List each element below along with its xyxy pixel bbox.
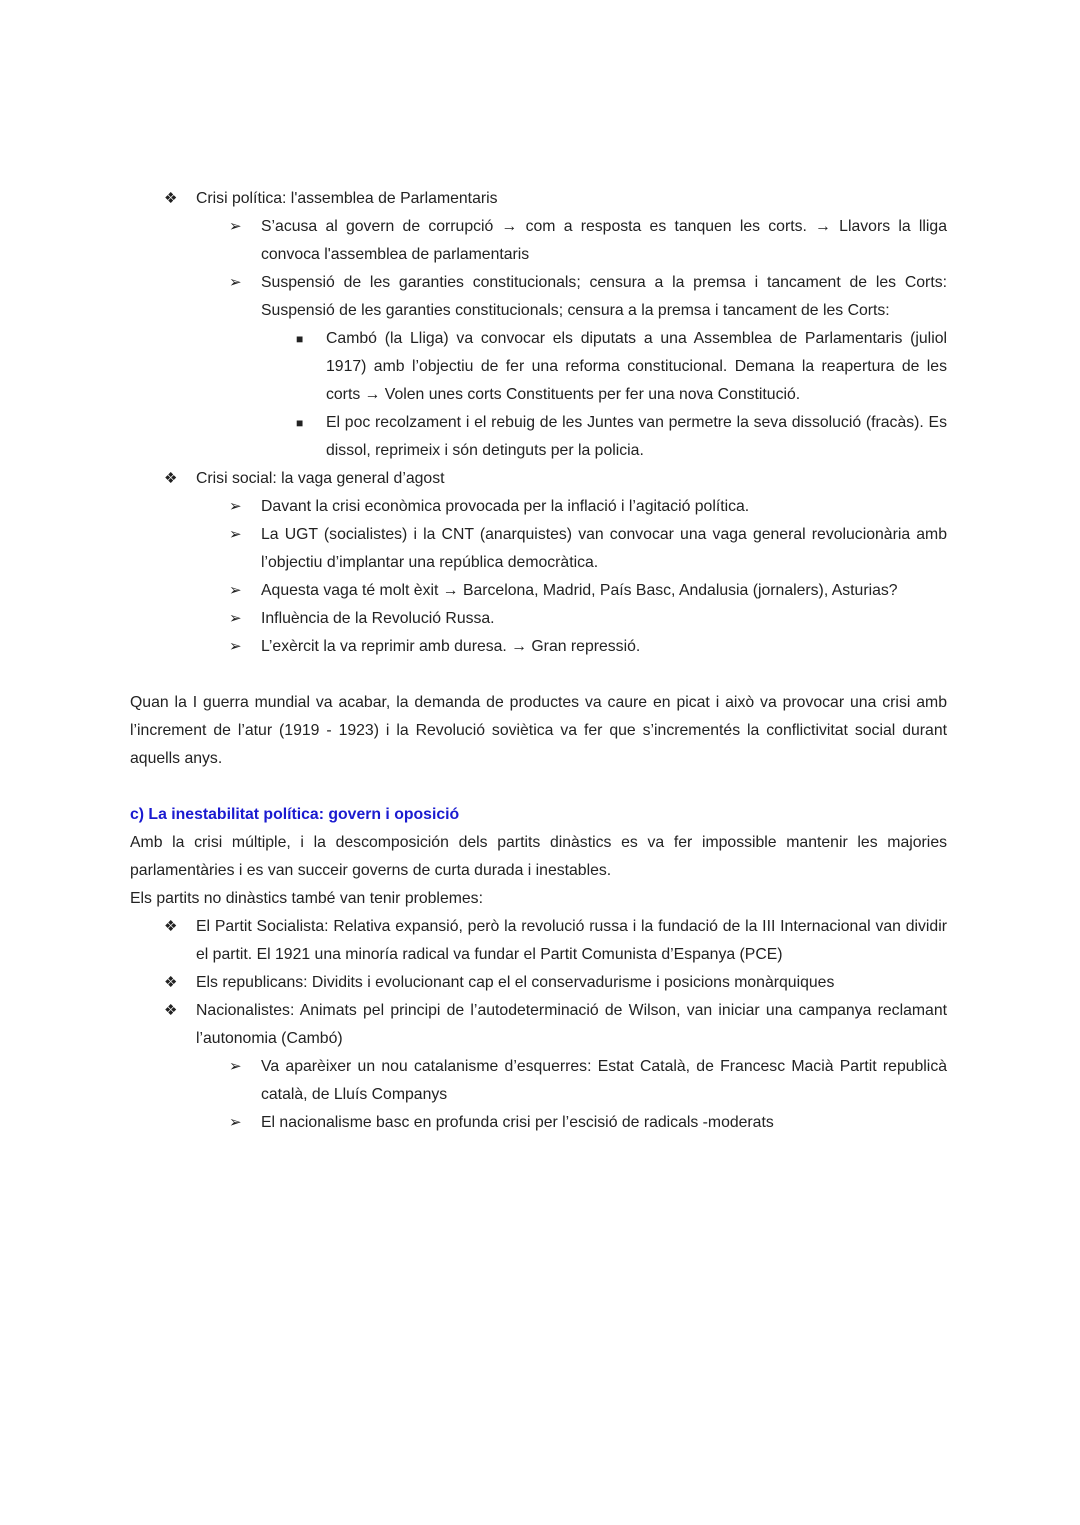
list-item [229,213,947,269]
item-text: Davant la crisi econòmica provocada per la inflació i l’agitació política. [261,498,750,515]
list-item [164,185,947,213]
item-text: El nacionalisme basc en profunda crisi per l’escisió de radicals -moderats [261,1114,774,1131]
item-text: Els republicans: Dividits i evolucionant cap el el conservadurisme i posicions monàrquiques [196,974,835,991]
list-item [164,997,947,1053]
list-item [229,1109,947,1137]
arrow-bullet-icon: ➢ [229,526,242,543]
item-text: Suspensió de les garanties constitucionals; censura a la premsa i tancament de les Corts: Suspensió de les garanties constitucionals; censura a la premsa i tancament de les Corts: [261,274,947,319]
list-item [229,493,947,521]
list-item [164,465,947,493]
arrow-bullet-icon: ➢ [229,274,242,291]
document-page [130,185,947,1137]
list-item [296,409,947,465]
list-item [229,577,947,605]
diamond-bullet-icon: ❖ [164,470,178,487]
item-text: Influència de la Revolució Russa. [261,610,495,627]
arrow-bullet-icon: ➢ [229,1114,242,1131]
diamond-bullet-icon: ❖ [164,190,178,207]
item-text: El poc recolzament i el rebuig de les Juntes van permetre la seva dissolució (fracàs). Es dissol, reprimeix i són detinguts per la policia. [326,414,947,459]
arrow-bullet-icon: ➢ [229,218,242,235]
item-text: Aquesta vaga té molt èxit → Barcelona, Madrid, País Basc, Andalusia (jornalers), Asturias? [261,582,898,599]
list-item [229,521,947,577]
item-text: Nacionalistes: Animats pel principi de l’autodeterminació de Wilson, van iniciar una campanya reclamant l’autonomia (Cambó) [196,1002,947,1047]
square-bullet-icon: ■ [296,416,304,430]
item-text: Crisi social: la vaga general d’agost [196,470,445,487]
list-item [229,633,947,661]
item-text: Cambó (la Lliga) va convocar els diputats a una Assemblea de Parlamentaris (juliol 1917) amb l’objectiu de fer una reforma constitucional. Demana la reapertura de les corts → Volen unes corts Constituents per fer una nova Constitució. [326,330,947,403]
diamond-bullet-icon: ❖ [164,1002,178,1019]
arrow-bullet-icon: ➢ [229,498,242,515]
item-text: L’exèrcit la va reprimir amb duresa. → Gran repressió. [261,638,641,655]
list-item [164,913,947,969]
item-text: La UGT (socialistes) i la CNT (anarquistes) van convocar una vaga general revolucionària amb l’objectiu d’implantar una república democràtica. [261,526,947,571]
square-bullet-icon: ■ [296,332,304,346]
list-item [229,605,947,633]
list-item [229,1053,947,1109]
item-text: El Partit Socialista: Relativa expansió, però la revolució russa i la fundació de la III Internacional van dividir el partit. El 1921 una minoría radical va fundar el Partit Comunista d’Espanya (PCE) [196,918,947,963]
arrow-bullet-icon: ➢ [229,582,242,599]
item-text: Va aparèixer un nou catalanisme d’esquerres: Estat Català, de Francesc Macià Partit republicà català, de Lluís Companys [261,1058,947,1103]
list-item [164,969,947,997]
section-heading: c) La inestabilitat política: govern i oposició [130,806,460,823]
arrow-bullet-icon: ➢ [229,610,242,627]
paragraph: Amb la crisi múltiple, i la descomposición dels partits dinàstics es va fer impossible mantenir les majories parlamentàries i es van succeir governs de curta durada i inestables. [130,834,947,879]
arrow-bullet-icon: ➢ [229,1058,242,1075]
item-text: Crisi política: l'assemblea de Parlamentaris [196,190,498,207]
diamond-bullet-icon: ❖ [164,918,178,935]
list-item [229,269,947,325]
arrow-bullet-icon: ➢ [229,638,242,655]
item-text: S’acusa al govern de corrupció → com a resposta es tanquen les corts. → Llavors la lliga convoca l'assemblea de parlamentaris [261,218,947,263]
paragraph: Quan la I guerra mundial va acabar, la demanda de productes va caure en picat i això va provocar una crisi amb l’increment de l’atur (1919 - 1923) i la Revolució soviètica va fer que s’incrementés la conflictivitat social durant aquells anys. [130,694,947,767]
paragraph: Els partits no dinàstics també van tenir problemes: [130,890,483,907]
list-item [296,325,947,409]
diamond-bullet-icon: ❖ [164,974,178,991]
